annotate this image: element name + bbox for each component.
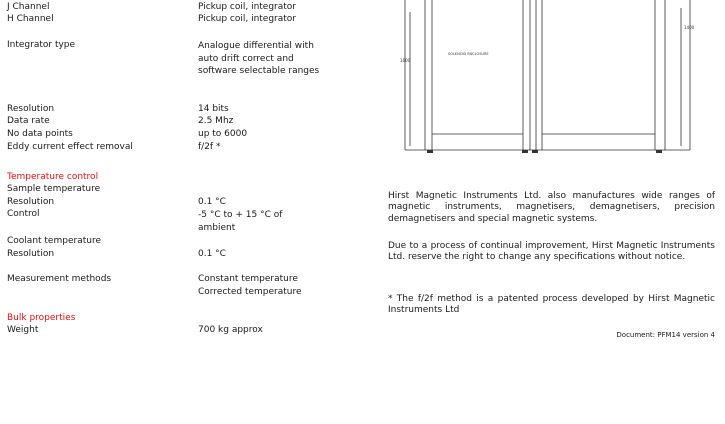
spec-label: J Channel [7,2,50,12]
spec-value: 0.1 °C [198,249,226,259]
spec-label: Weight [7,325,39,335]
spec-label: No data points [7,129,73,139]
spec-value: 14 bits [198,104,229,114]
spec-value: Corrected temperature [198,287,302,297]
spec-value: 2.5 Mhz [198,116,234,126]
spec-value: f/2f * [198,142,221,152]
left-dimension-label: 1600 [400,58,411,63]
spec-label: Resolution [7,249,55,259]
enclosure-label: SOLENOID ENCLOSURE [448,52,489,56]
cabinet-drawing [390,0,725,160]
spec-value: Pickup coil, integrator [198,14,297,24]
spec-value: Constant temperature [198,274,298,284]
section-heading-bulk: Bulk properties [7,313,76,323]
right-dimension-label: 1400 [684,25,695,30]
paragraph-improvement: Due to a process of continual improvement, Hirst Magnetic Instruments Ltd. reserve the right to change any specifications without notice. [388,241,715,263]
spec-value: 0.1 °C [198,197,226,207]
spec-label: H Channel [7,14,54,24]
spec-value: 700 kg approx [198,325,263,335]
spec-label: Integrator type [7,40,76,50]
spec-label: Control [7,209,40,219]
spec-value: up to 6000 [198,129,248,139]
spec-label: Resolution [7,104,55,114]
paragraph-patent-note: * The f/2f method is a patented process developed by Hirst Magnetic Instruments Ltd [388,294,715,316]
subheading-coolant-temperature: Coolant temperature [7,236,101,246]
spec-value: Analogue differential with auto drift correct and software selectable ranges [198,41,320,76]
spec-value: Pickup coil, integrator [198,2,297,12]
subheading-sample-temperature: Sample temperature [7,184,101,194]
spec-label: Eddy current effect removal [7,142,133,152]
section-heading-temperature: Temperature control [7,172,99,182]
spec-label: Data rate [7,116,50,126]
spec-label: Measurement methods [7,274,112,284]
spec-value: -5 °C to + 15 °C of ambient [198,210,283,233]
spec-label: Resolution [7,197,55,207]
document-reference: Document: PFM14 version 4 [616,331,715,339]
paragraph-manufacturer: Hirst Magnetic Instruments Ltd. also manufactures wide ranges of magnetic instruments, magnetisers, demagnetisers, precision demagnetisers and special magnetic systems. [388,191,715,224]
